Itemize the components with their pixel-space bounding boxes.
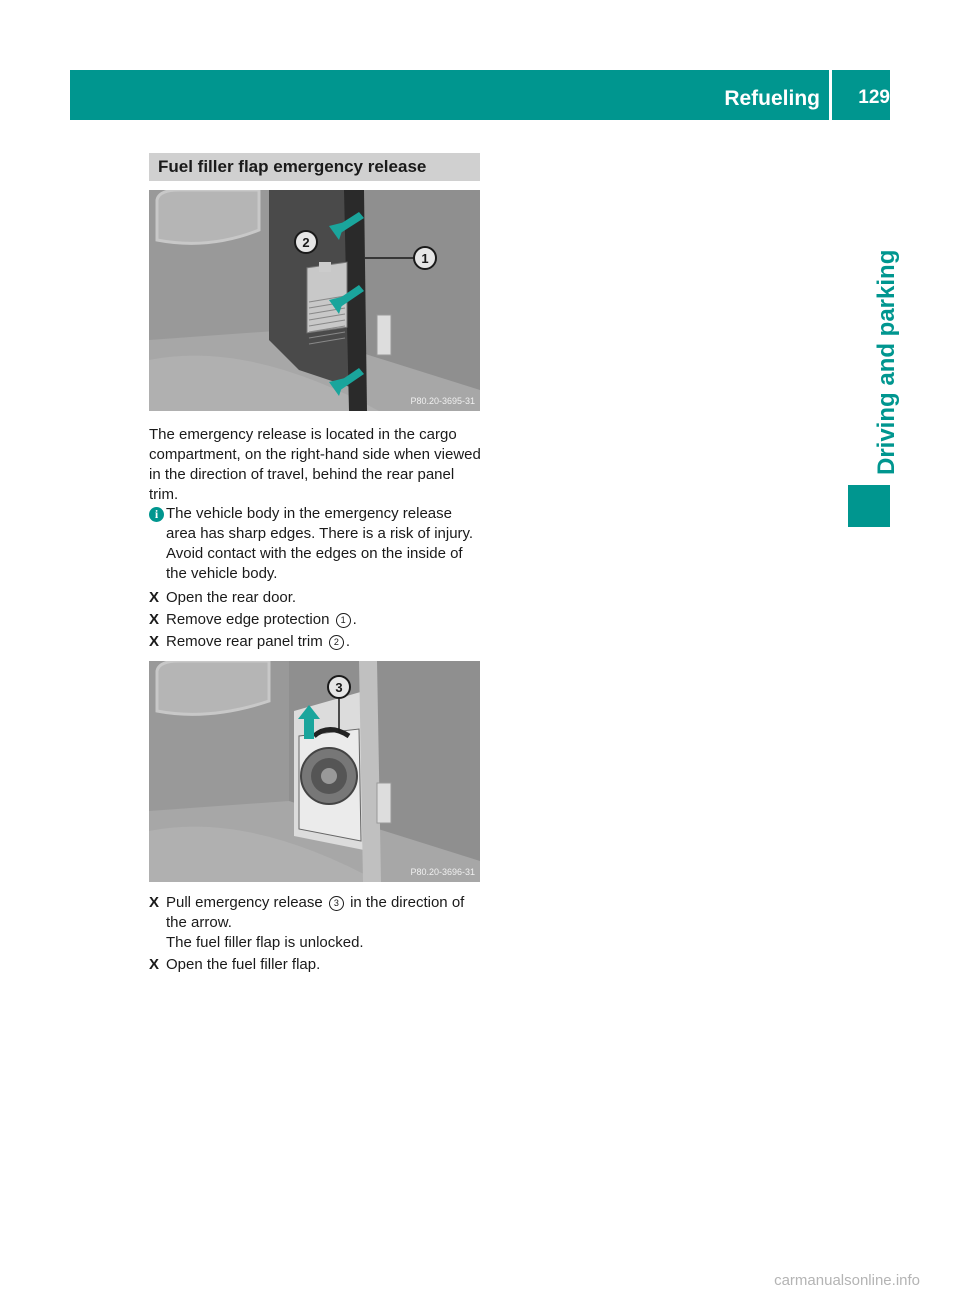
figure-emergency-release-handle [149, 661, 480, 882]
step-result: The fuel filler flap is unlocked. [166, 934, 364, 951]
step-pull-emergency-release [149, 893, 489, 953]
footer-watermark: carmanualsonline.info [774, 1272, 920, 1289]
step-open-rear-door [149, 588, 489, 608]
figure-emergency-release-trim [149, 190, 480, 411]
step-text-main: Remove rear panel trim [166, 633, 327, 650]
step-open-fuel-filler-flap [149, 955, 489, 975]
step-remove-edge-protection [149, 610, 489, 630]
info-icon: i [149, 507, 164, 522]
step-text-main: Remove edge protection [166, 611, 334, 628]
step-text-main: Open the rear door. [166, 589, 297, 606]
page-number: 129 [858, 87, 890, 108]
figure2-code: P80.20-3696-31 [410, 867, 475, 877]
callout-ref: 3 [329, 896, 344, 911]
step-text-end: . [345, 633, 351, 650]
callout-ref: 2 [329, 635, 344, 650]
step-text [166, 610, 489, 630]
section-heading: Fuel filler flap emergency release [149, 153, 480, 181]
note-text: The vehicle body in the emergency release area has sharp edges. There is a risk of injury. Avoid contact with the edges on the inside of the vehicle body. [166, 505, 474, 582]
step-marker: X [149, 589, 160, 606]
step-remove-rear-panel-trim [149, 632, 489, 652]
intro-paragraph [149, 425, 484, 505]
step-text [166, 893, 489, 953]
figure1-code: P80.20-3695-31 [410, 396, 475, 406]
callout-1-label: 1 [421, 251, 429, 266]
step-marker: X [149, 956, 160, 973]
figure2-illustration [149, 661, 480, 882]
step-text [166, 955, 489, 975]
side-tab-label: Driving and parking [873, 249, 900, 475]
step-text-main: Open the fuel filler flap. [166, 956, 321, 973]
side-tab-marker [848, 485, 890, 527]
step-marker: X [149, 633, 160, 650]
header-divider [829, 70, 832, 120]
figure1-illustration [149, 190, 480, 411]
callout-2-label: 2 [302, 235, 310, 250]
callout-3-label: 3 [335, 680, 343, 695]
step-text [166, 588, 489, 608]
step-marker: X [149, 611, 160, 628]
step-marker: X [149, 894, 160, 911]
step-text [166, 632, 489, 652]
info-note [149, 504, 484, 584]
step-text-end: in the direction of the arrow. [166, 894, 465, 931]
step-text-end: . [352, 611, 357, 628]
intro-text: The emergency release is located in the cargo compartment, on the right-hand side when viewed in the direction of travel, behind the rear panel trim. [149, 426, 481, 503]
chapter-title: Refueling [724, 87, 820, 110]
step-text-main: Pull emergency release [166, 894, 327, 911]
callout-ref: 1 [336, 613, 351, 628]
